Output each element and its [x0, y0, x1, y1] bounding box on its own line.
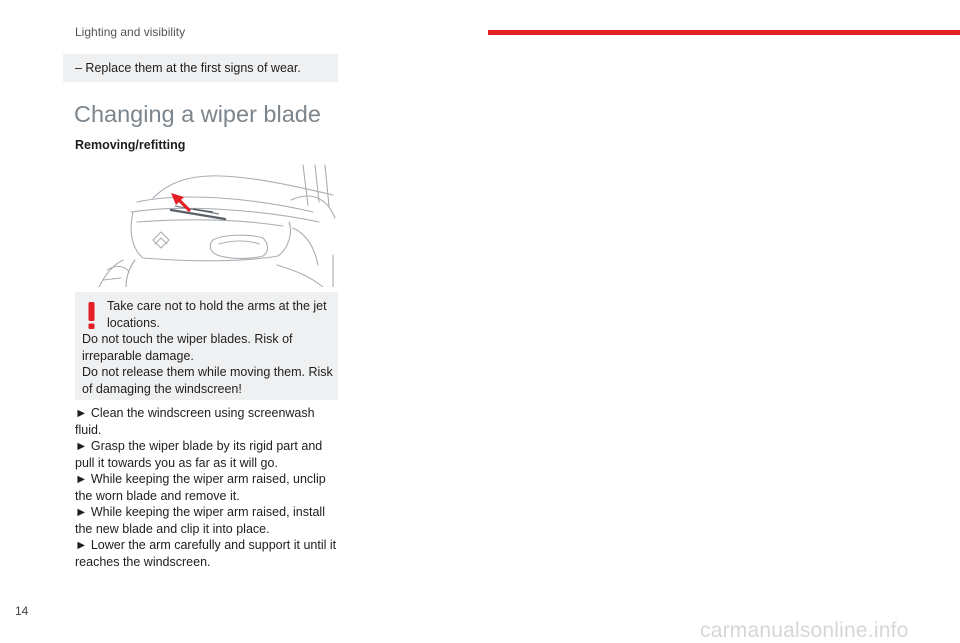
step-text-line: ► While keeping the wiper arm raised, unclip: [75, 472, 326, 486]
page-number: 14: [15, 604, 29, 618]
note-box: [63, 54, 338, 82]
warning-exclamation-icon: [88, 302, 95, 329]
warning-text-line: of damaging the windscreen!: [82, 381, 242, 396]
section-title: Lighting and visibility: [75, 25, 186, 39]
warning-text-line: irreparable damage.: [82, 348, 194, 363]
warning-text-line: Do not release them while moving them. Risk: [82, 365, 333, 379]
wiper-illustration: [93, 160, 338, 287]
subheading: Removing/refitting: [75, 138, 186, 152]
page-heading: Changing a wiper blade: [74, 101, 321, 127]
step-text-line: ► While keeping the wiper arm raised, install: [75, 505, 325, 519]
warning-text-line: locations.: [107, 315, 160, 330]
step-text-line: ► Clean the windscreen using screenwash: [75, 406, 315, 420]
watermark: carmanualsonline.info: [700, 619, 909, 642]
step-text-line: reaches the windscreen.: [75, 554, 211, 569]
step-text-line: the new blade and clip it into place.: [75, 521, 270, 536]
warning-text-line: Take care not to hold the arms at the jet: [107, 299, 327, 313]
step-text-line: ► Grasp the wiper blade by its rigid part and: [75, 439, 323, 453]
step-text-line: the worn blade and remove it.: [75, 488, 240, 503]
step-text-line: ► Lower the arm carefully and support it until it: [75, 538, 337, 552]
warning-text-line: Do not touch the wiper blades. Risk of: [82, 332, 293, 346]
warning-box: [75, 292, 338, 400]
section-accent-bar: [488, 30, 960, 35]
step-text-line: pull it towards you as far as it will go.: [75, 455, 278, 470]
step-text-line: fluid.: [75, 422, 102, 437]
note-text: – Replace them at the first signs of wear.: [75, 61, 301, 75]
